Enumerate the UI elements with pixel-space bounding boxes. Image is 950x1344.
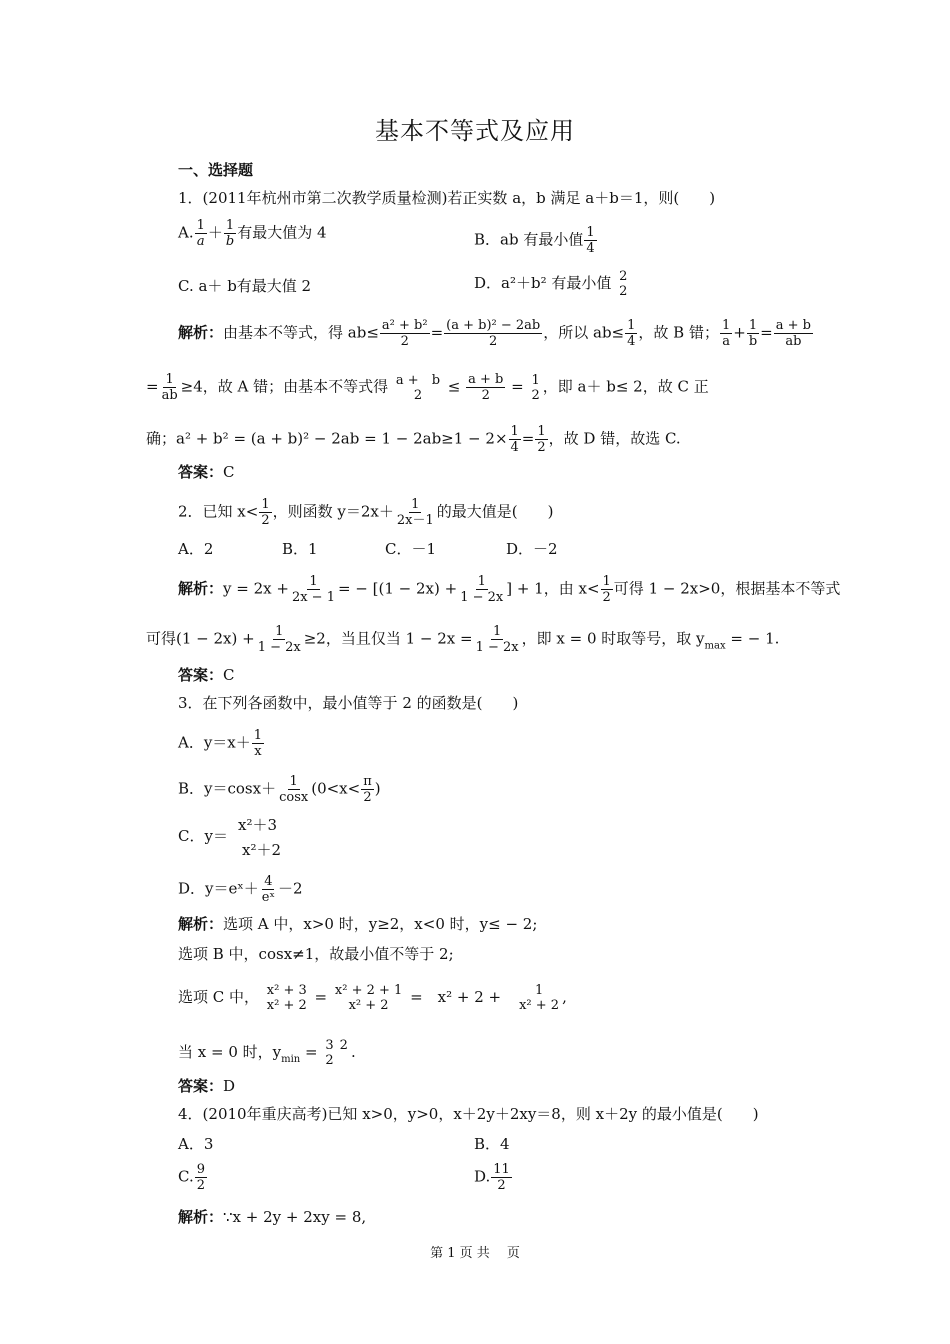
q1-analysis-line-1: 解析：由基本不等式，得 ab≤ $\frac{\text{a² + b²}}{2}$ = $\frac{\text{(a + b)² − 2ab}}{2}$ ，所以 ab≤ $\frac{1}{4}$ ，故 B 错； $\frac{1}{a}$ + $\frac{1}{b}$ = $\frac{a + b}{ab}$ (178, 318, 811, 349)
page-footer: 第 1 页 共 页 (430, 1246, 520, 1261)
q2-option-a: A．2 (178, 540, 214, 558)
q3-option-c-numerator: x²＋3 (238, 816, 278, 834)
q2-analysis-line-1: 解析：y = 2x + $\frac{1}{2x - 1}$ = − [(1 − 2x) + $\frac{1}{1 - 2x}$ ] + 1，由 x< $\frac{1}{2}$ 可得 1 − 2x>0，根据基本不等式 (178, 574, 841, 605)
q3-option-b: B．y＝cosx＋ $\frac{1}{\cos x}$ (0<x< $\frac{\pi}{2}$ ) (178, 774, 381, 805)
q1-option-a: A. $\frac{1}{a}$ ＋ $\frac{1}{b}$ 有最大值为 4 (178, 218, 327, 249)
q2-stem: 2．已知 x< $\frac{1}{2}$ ，则函数 y＝2x＋ $\frac{1}{2x-1}$ 的最大值是( ) (178, 497, 554, 528)
q4-stem: 4．(2010年重庆高考)已知 x>0，y>0，x＋2y＋2xy＝8，则 x＋2y 的最小值是( ) (178, 1105, 759, 1123)
page-title: 基本不等式及应用 (375, 117, 575, 145)
q1-option-c: C. a＋ b有最大值 2 (178, 277, 312, 295)
q1-stem: 1．(2011年杭州市第二次教学质量检测)若正实数 a，b 满足 a＋b＝1，则( ) (178, 189, 716, 207)
q3-answer: 答案：D (178, 1077, 236, 1095)
q4-option-c: C. $\frac{9}{2}$ (178, 1162, 205, 1193)
q1-option-b: B．ab 有最小值 $\frac{1}{4}$ (474, 225, 595, 256)
q3-option-c: C．y＝ (178, 827, 228, 845)
q2-analysis-line-2: 可得(1 − 2x) + $\frac{1}{1 - 2x}$ ≥2，当且仅当 1 − 2x = $\frac{1}{1 - 2x}$ ，即 x = 0 时取等号，取 $y_{max}$ = − 1. (146, 624, 780, 655)
q3-analysis-line-3: 选项 C 中， x² + 3 x² + 2 = x² + 2 + 1 x² + 2 = x² + 2 + 1 x² + 2 , (178, 983, 567, 1013)
q2-option-b: B．1 (282, 540, 318, 558)
q4-option-d: D. $\frac{11}{2}$ (474, 1162, 510, 1193)
q3-option-d: D．y＝eˣ＋ $\frac{4}{\text{eˣ}}$ －2 (178, 874, 303, 905)
section-heading: 一、选择题 (178, 161, 254, 179)
q2-answer: 答案：C (178, 666, 235, 684)
q1-analysis-line-3: 确；a² + b² = (a + b)² − 2ab = 1 − 2ab≥1 − 2× $\frac{1}{4}$ = $\frac{1}{2}$ ，故 D 错，故选 C. (146, 424, 681, 455)
q4-option-a: A．3 (178, 1135, 214, 1153)
q3-analysis-line-1: 解析：选项 A 中，x>0 时，y≥2，x<0 时，y≤ − 2; (178, 915, 538, 933)
q4-analysis-line-1: 解析：∵x + 2y + 2xy = 8, (178, 1208, 367, 1226)
q1-option-d: D．a²＋b² 有最小值 2 2 (474, 269, 628, 299)
q1-answer: 答案：C (178, 463, 235, 481)
q2-option-d: D．－2 (506, 540, 558, 558)
q3-option-c-denominator: x²＋2 (242, 841, 282, 859)
q3-stem: 3．在下列各函数中，最小值等于 2 的函数是( ) (178, 694, 519, 712)
q1-analysis-line-2: = $\frac{1}{ab}$ ≥4，故 A 错；由基本不等式得 a + b 2 ≤ $\frac{a + b}{2}$ = 1 2 ，即 a＋ b≤ 2，故 C 正 (146, 372, 709, 403)
q3-analysis-line-4: 当 x = 0 时，$y_{min}$ = 3 2 2 . (178, 1038, 356, 1068)
q3-option-a: A．y＝x＋ $\frac{1}{x}$ (178, 728, 263, 759)
q4-option-b: B．4 (474, 1135, 510, 1153)
q2-option-c: C．－1 (385, 540, 437, 558)
q3-analysis-line-2: 选项 B 中，cosx≠1，故最小值不等于 2; (178, 945, 454, 963)
